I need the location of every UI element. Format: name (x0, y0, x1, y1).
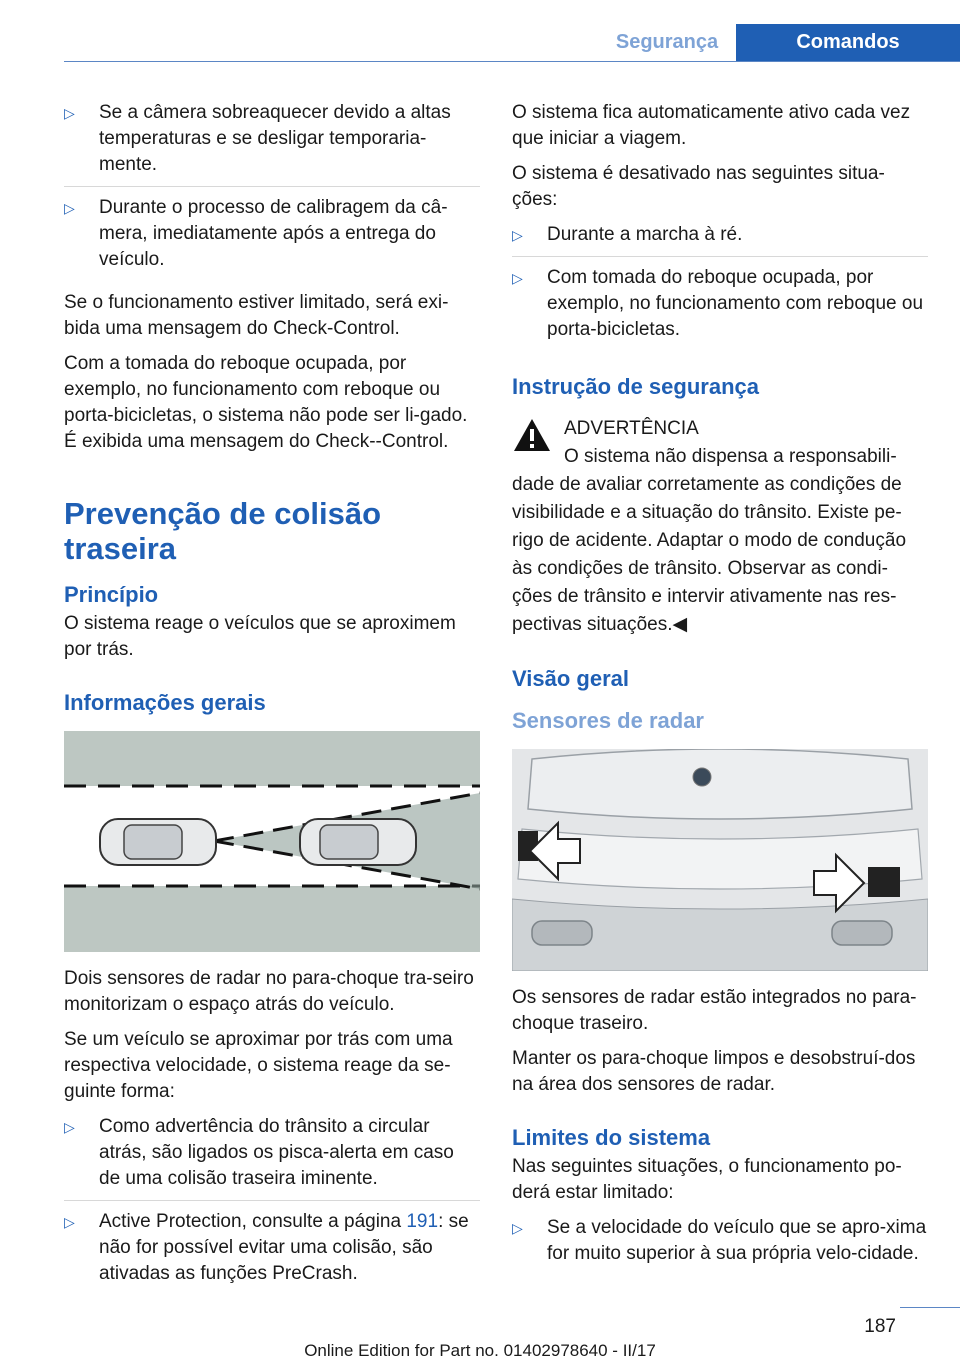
subsection-title-radar: Sensores de radar (512, 708, 704, 733)
triangle-bullet-icon: ▷ (64, 1119, 75, 1135)
list-item-text: Active Protection, consulte a página (99, 1211, 407, 1232)
footer-rule (900, 1307, 960, 1308)
paragraph: O sistema é desativado nas seguintes situa‐ções: (512, 163, 885, 210)
list-item-text: Durante a marcha à ré. (547, 224, 743, 245)
left-column (64, 100, 480, 1304)
car-rear-icon (100, 819, 216, 865)
list-item (64, 100, 480, 187)
car-approaching-icon (300, 819, 416, 865)
paragraph: Os sensores de radar estão integrados no para-choque traseiro. (512, 987, 917, 1034)
warning-block (512, 415, 928, 639)
footer-edition: Online Edition for Part no. 01402978640 - II/17 (304, 1341, 656, 1360)
paragraph: Se o funcionamento estiver limitado, será exi‐bida uma mensagem do Check-Control. (64, 292, 449, 339)
list-item (64, 1209, 480, 1295)
list-item (64, 1114, 480, 1201)
triangle-bullet-icon: ▷ (512, 1220, 523, 1236)
warning-text: O sistema não dispensa a responsabili‐dade de avaliar corretamente as condições de visibilidade e a situação do trânsito. Existe pe‐rigo de acidente. Adaptar o modo de condução às condições de trânsito. Observar as condi‐ções de trânsito e intervir ativamente nas res‐pectivas situações.◀ (512, 446, 907, 635)
triangle-bullet-icon: ▷ (512, 227, 523, 243)
list-item-text: Durante o processo de calibragem da câ‐mera, imediatamente após a entrega do veículo. (99, 197, 448, 270)
chapter-title: Prevenção de colisão traseira (64, 496, 382, 566)
camera-limits-list (64, 100, 480, 281)
section-title-general: Informações gerais (64, 690, 266, 715)
triangle-bullet-icon: ▷ (512, 270, 523, 286)
list-item (64, 195, 480, 281)
section-title-overview: Visão geral (512, 666, 629, 691)
triangle-bullet-icon: ▷ (64, 1214, 75, 1230)
paragraph: Se um veículo se aproximar por trás com uma respectiva velocidade, o sistema reage da se‐guinte forma: (64, 1029, 453, 1102)
list-item (512, 222, 928, 257)
paragraph: Manter os para-choque limpos e desobstruí‐dos na área dos sensores de radar. (512, 1048, 916, 1095)
warning-icon (512, 417, 552, 453)
list-item (512, 265, 928, 351)
rear-collision-illustration (64, 731, 480, 952)
radar-sensor-illustration (512, 749, 928, 971)
deactivation-list (512, 222, 928, 351)
header-rule (64, 61, 960, 62)
header-chapter-tab[interactable]: Comandos (736, 24, 960, 61)
list-item-text: Se a câmera sobreaquecer devido a altas temperaturas e se desligar temporaria‐mente. (99, 102, 451, 175)
paragraph: Com a tomada do reboque ocupada, por exemplo, no funcionamento com reboque ou porta-bicicletas, o sistema não pode ser li‐gado. É exibida uma mensagem do Check--Control. (64, 353, 468, 452)
paragraph: O sistema reage o veículos que se aproximem por trás. (64, 613, 456, 660)
right-column (512, 100, 928, 1284)
page-number: 187 (864, 1316, 896, 1337)
section-title-limits: Limites do sistema (512, 1125, 711, 1150)
limits-list (512, 1215, 928, 1275)
list-item-text: Com tomada do reboque ocupada, por exemplo, no funcionamento com reboque ou porta-bicicletas. (547, 267, 924, 340)
list-item-text: : se não for possível evitar uma colisão, são ativadas as funções PreCrash. (99, 1211, 469, 1284)
paragraph: Dois sensores de radar no para-choque tra‐seiro monitorizam o espaço atrás do veículo. (64, 968, 474, 1015)
system-reaction-list (64, 1114, 480, 1295)
triangle-bullet-icon: ▷ (64, 200, 75, 216)
section-title-safety: Instrução de segurança (512, 374, 759, 399)
warning-title: ADVERTÊNCIA (564, 418, 699, 439)
header-section-tab[interactable]: Segurança (615, 31, 719, 53)
page-link[interactable]: 191 (406, 1211, 439, 1232)
paragraph: O sistema fica automaticamente ativo cada vez que iniciar a viagem. (512, 102, 911, 149)
triangle-bullet-icon: ▷ (64, 105, 75, 121)
list-item (512, 1215, 928, 1275)
section-title-principle: Princípio (64, 582, 159, 607)
list-item-text: Como advertência do trânsito a circular atrás, são ligados os pisca-alerta em caso de uma colisão traseira iminente. (99, 1116, 454, 1189)
list-item-text: Se a velocidade do veículo que se apro‐xima for muito superior à sua própria velo‐cidade. (547, 1217, 927, 1264)
paragraph: Nas seguintes situações, o funcionamento po‐derá estar limitado: (512, 1156, 902, 1203)
